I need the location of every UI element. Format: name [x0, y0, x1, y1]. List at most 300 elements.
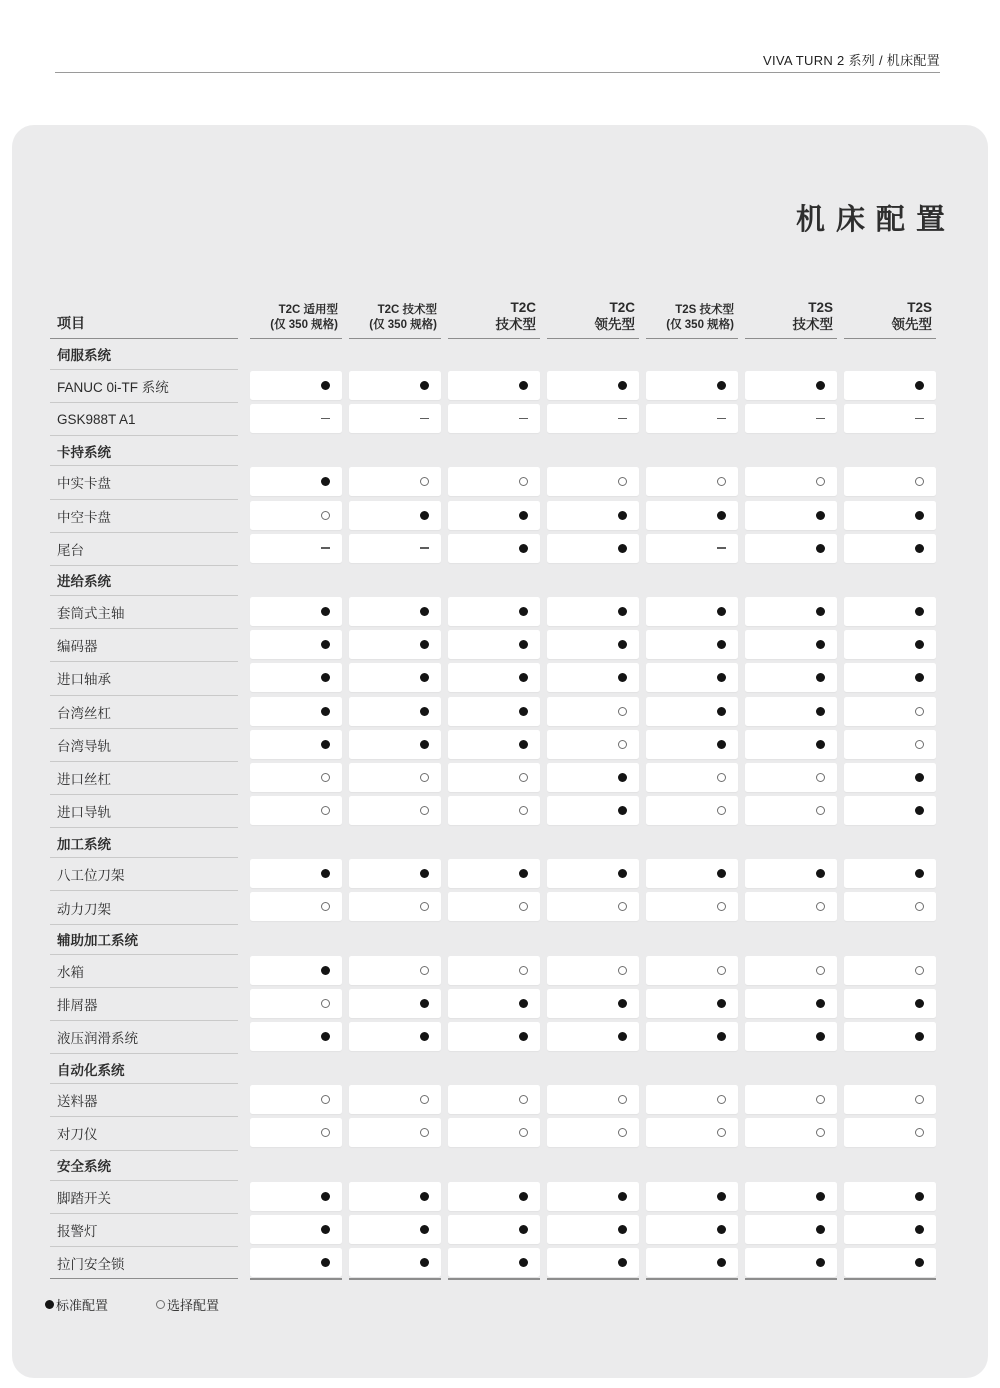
config-cell — [250, 404, 342, 433]
config-cell — [745, 467, 837, 496]
config-cell — [250, 467, 342, 496]
optional-config-marker — [915, 740, 924, 749]
column-header-line2: (仅 350 规格) — [666, 319, 734, 331]
standard-config-marker — [915, 1258, 924, 1267]
config-cell — [349, 467, 441, 496]
column-header-4 — [547, 293, 639, 339]
optional-config-marker — [915, 902, 924, 911]
table-row — [50, 499, 945, 532]
standard-config-marker — [915, 1225, 924, 1234]
optional-config-marker — [717, 806, 726, 815]
table-row — [50, 1246, 945, 1279]
standard-config-marker — [618, 607, 627, 616]
config-cell — [844, 534, 936, 563]
config-cell — [547, 501, 639, 530]
config-cell — [547, 796, 639, 825]
optional-config-marker — [618, 707, 627, 716]
config-cell — [547, 630, 639, 659]
optional-config-marker — [717, 902, 726, 911]
standard-config-marker — [420, 607, 429, 616]
optional-config-marker — [816, 902, 825, 911]
row-label: 编码器 — [50, 628, 238, 661]
config-cell — [250, 663, 342, 692]
standard-config-marker — [717, 640, 726, 649]
standard-config-marker — [915, 999, 924, 1008]
config-cell — [448, 697, 540, 726]
config-cell — [448, 859, 540, 888]
standard-config-marker — [618, 544, 627, 553]
optional-config-marker — [915, 966, 924, 975]
standard-config-marker — [618, 806, 627, 815]
standard-config-marker — [519, 1192, 528, 1201]
config-cell — [349, 697, 441, 726]
section-row — [50, 1053, 945, 1083]
config-cell — [547, 956, 639, 985]
row-label: 台湾导轨 — [50, 728, 238, 761]
optional-config-marker — [618, 966, 627, 975]
config-cell — [349, 371, 441, 400]
config-cell — [349, 663, 441, 692]
column-header-7 — [844, 293, 936, 339]
config-cell — [646, 1022, 738, 1051]
config-cell — [745, 989, 837, 1018]
standard-config-marker — [519, 607, 528, 616]
config-cell — [349, 1215, 441, 1244]
config-cell — [844, 1248, 936, 1277]
config-cell — [448, 763, 540, 792]
config-cell — [349, 1248, 441, 1277]
optional-config-marker — [519, 966, 528, 975]
config-cell — [250, 892, 342, 921]
not-available-marker — [717, 418, 726, 420]
section-header: 进给系统 — [50, 565, 238, 595]
section-row — [50, 565, 945, 595]
section-header: 加工系统 — [50, 827, 238, 857]
config-cell — [448, 989, 540, 1018]
optional-config-marker — [420, 1128, 429, 1137]
row-label: GSK988T A1 — [50, 402, 238, 435]
column-header-line1: T2C 技术型 — [377, 304, 437, 316]
row-label: 排屑器 — [50, 987, 238, 1020]
standard-config-marker — [618, 511, 627, 520]
section-row — [50, 1150, 945, 1180]
optional-config-marker — [816, 773, 825, 782]
config-cell — [448, 501, 540, 530]
optional-config-marker — [816, 477, 825, 486]
config-cell — [844, 371, 936, 400]
standard-config-marker — [915, 869, 924, 878]
table-row — [50, 465, 945, 498]
optional-config-marker — [519, 1095, 528, 1104]
config-cell — [349, 501, 441, 530]
standard-config-marker — [816, 707, 825, 716]
table-body — [50, 339, 945, 1279]
not-available-marker — [321, 418, 330, 420]
standard-config-marker — [816, 1258, 825, 1267]
config-cell — [349, 763, 441, 792]
config-cell — [250, 697, 342, 726]
config-cell — [745, 730, 837, 759]
table-row — [50, 1116, 945, 1149]
legend-item — [156, 1295, 219, 1314]
config-cell — [646, 1182, 738, 1211]
row-label: 报警灯 — [50, 1213, 238, 1246]
config-cell — [745, 1022, 837, 1051]
standard-config-marker — [420, 1032, 429, 1041]
standard-config-marker — [321, 381, 330, 390]
legend-label: 标准配置 — [56, 1298, 109, 1313]
config-cell — [349, 859, 441, 888]
column-header-6 — [745, 293, 837, 339]
optional-config-marker — [321, 902, 330, 911]
standard-config-marker — [519, 740, 528, 749]
config-cell — [844, 956, 936, 985]
standard-config-marker — [717, 1192, 726, 1201]
optional-config-marker — [321, 999, 330, 1008]
column-header-line1: T2S — [808, 300, 833, 315]
config-cell — [448, 663, 540, 692]
config-cell — [844, 892, 936, 921]
config-cell — [646, 404, 738, 433]
optional-config-marker — [915, 1128, 924, 1137]
config-cell — [448, 371, 540, 400]
config-cell — [646, 1118, 738, 1147]
standard-config-marker — [618, 1032, 627, 1041]
standard-config-marker — [420, 707, 429, 716]
config-cell — [745, 663, 837, 692]
standard-config-marker — [816, 673, 825, 682]
config-cell — [547, 730, 639, 759]
config-cell — [745, 630, 837, 659]
standard-config-marker — [321, 1032, 330, 1041]
standard-config-marker — [321, 477, 330, 486]
section-row — [50, 339, 945, 369]
standard-config-marker — [420, 511, 429, 520]
config-cell — [349, 1118, 441, 1147]
standard-config-marker — [321, 607, 330, 616]
optional-config-marker — [816, 966, 825, 975]
breadcrumb: VIVA TURN 2 系列 / 机床配置 — [762, 53, 940, 68]
config-cell — [250, 1182, 342, 1211]
column-header-line2: (仅 350 规格) — [270, 319, 338, 331]
config-cell — [844, 1182, 936, 1211]
config-cell — [547, 1022, 639, 1051]
row-label: 进口丝杠 — [50, 761, 238, 794]
config-cell — [844, 404, 936, 433]
optional-config-marker — [519, 806, 528, 815]
config-cell — [349, 956, 441, 985]
config-cell — [844, 663, 936, 692]
standard-config-marker — [717, 511, 726, 520]
config-cell — [250, 501, 342, 530]
config-cell — [349, 989, 441, 1018]
optional-config-marker — [519, 477, 528, 486]
section-header: 伺服系统 — [57, 348, 111, 363]
standard-config-marker — [717, 1032, 726, 1041]
standard-config-marker — [519, 511, 528, 520]
standard-config-marker — [717, 1258, 726, 1267]
standard-config-marker — [816, 607, 825, 616]
config-cell — [547, 697, 639, 726]
config-cell — [349, 730, 441, 759]
standard-config-marker — [420, 740, 429, 749]
config-cell — [547, 892, 639, 921]
config-cell — [745, 597, 837, 626]
config-cell — [646, 730, 738, 759]
standard-config-marker — [618, 1258, 627, 1267]
section-row — [50, 924, 945, 954]
config-cell — [745, 1085, 837, 1114]
standard-config-marker — [519, 1258, 528, 1267]
standard-config-marker — [321, 966, 330, 975]
table-row — [50, 761, 945, 794]
optional-config-marker — [420, 902, 429, 911]
optional-config-marker — [816, 1095, 825, 1104]
config-cell — [547, 989, 639, 1018]
config-cell — [646, 1085, 738, 1114]
standard-config-marker — [420, 673, 429, 682]
not-available-marker — [519, 418, 528, 420]
config-cell — [349, 630, 441, 659]
standard-config-marker — [816, 999, 825, 1008]
config-cell — [250, 730, 342, 759]
config-cell — [349, 1022, 441, 1051]
standard-config-marker — [816, 381, 825, 390]
config-cell — [448, 1022, 540, 1051]
row-label: 八工位刀架 — [50, 857, 238, 890]
standard-config-marker — [321, 640, 330, 649]
config-cell — [349, 534, 441, 563]
standard-config-marker — [915, 640, 924, 649]
table-row — [50, 532, 945, 565]
config-cell — [547, 597, 639, 626]
config-cell — [448, 630, 540, 659]
config-cell — [547, 859, 639, 888]
not-available-marker — [420, 418, 429, 420]
standard-config-marker — [717, 607, 726, 616]
optional-config-marker — [618, 1128, 627, 1137]
optional-config-marker — [915, 1095, 924, 1104]
config-cell — [646, 501, 738, 530]
standard-config-marker — [717, 999, 726, 1008]
config-card — [12, 125, 988, 1378]
optional-config-marker — [618, 477, 627, 486]
standard-config-marker — [519, 707, 528, 716]
optional-config-marker — [321, 1095, 330, 1104]
column-header-line1: T2S 技术型 — [675, 304, 734, 316]
row-label: 水箱 — [50, 954, 238, 987]
config-cell — [844, 989, 936, 1018]
row-label: 送料器 — [50, 1083, 238, 1116]
config-cell — [250, 1215, 342, 1244]
standard-config-marker — [816, 740, 825, 749]
standard-config-marker — [915, 511, 924, 520]
optional-config-marker — [717, 477, 726, 486]
legend-item — [45, 1295, 108, 1314]
not-available-marker — [717, 547, 726, 549]
table-row — [50, 695, 945, 728]
config-cell — [646, 1215, 738, 1244]
config-cell — [646, 1248, 738, 1277]
table-row — [50, 628, 945, 661]
config-cell — [349, 1182, 441, 1211]
row-label: 脚踏开关 — [50, 1180, 238, 1213]
config-cell — [844, 730, 936, 759]
not-available-marker — [915, 418, 924, 420]
optional-config-marker — [420, 806, 429, 815]
config-cell — [844, 467, 936, 496]
column-header-1 — [250, 293, 342, 339]
config-cell — [646, 956, 738, 985]
config-cell — [250, 371, 342, 400]
optional-config-marker — [816, 806, 825, 815]
config-cell — [646, 534, 738, 563]
optional-config-marker — [816, 1128, 825, 1137]
config-table — [50, 293, 945, 1279]
config-cell — [646, 859, 738, 888]
not-available-marker — [618, 418, 627, 420]
optional-config-marker — [717, 1095, 726, 1104]
config-cell — [646, 597, 738, 626]
optional-config-marker — [618, 902, 627, 911]
column-header-line1: T2C — [510, 300, 536, 315]
column-header-line1: T2S — [907, 300, 932, 315]
optional-config-marker — [420, 477, 429, 486]
standard-config-marker — [420, 1192, 429, 1201]
config-cell — [844, 763, 936, 792]
row-label: 套筒式主轴 — [50, 595, 238, 628]
standard-config-marker — [618, 773, 627, 782]
table-row — [50, 1180, 945, 1213]
standard-config-marker — [519, 999, 528, 1008]
config-cell — [745, 534, 837, 563]
config-cell — [844, 1085, 936, 1114]
standard-config-marker — [321, 1225, 330, 1234]
row-label: 动力刀架 — [50, 890, 238, 923]
config-cell — [250, 1248, 342, 1277]
standard-config-marker — [618, 869, 627, 878]
config-cell — [745, 763, 837, 792]
legend-optional-config-marker — [156, 1300, 165, 1309]
optional-config-marker — [420, 966, 429, 975]
legend-label: 选择配置 — [167, 1298, 220, 1313]
standard-config-marker — [915, 773, 924, 782]
standard-config-marker — [816, 544, 825, 553]
standard-config-marker — [618, 1225, 627, 1234]
standard-config-marker — [816, 869, 825, 878]
config-cell — [646, 467, 738, 496]
config-cell — [745, 1118, 837, 1147]
row-label: 进口导轨 — [50, 794, 238, 827]
standard-config-marker — [717, 869, 726, 878]
optional-config-marker — [519, 902, 528, 911]
section-header: 安全系统 — [50, 1150, 238, 1180]
config-cell — [448, 1215, 540, 1244]
config-cell — [250, 1022, 342, 1051]
config-cell — [250, 1118, 342, 1147]
config-cell — [547, 1248, 639, 1277]
standard-config-marker — [717, 707, 726, 716]
standard-config-marker — [420, 1225, 429, 1234]
config-cell — [745, 501, 837, 530]
standard-config-marker — [519, 673, 528, 682]
optional-config-marker — [618, 1095, 627, 1104]
config-cell — [844, 630, 936, 659]
optional-config-marker — [321, 806, 330, 815]
standard-config-marker — [915, 806, 924, 815]
standard-config-marker — [519, 381, 528, 390]
standard-config-marker — [618, 999, 627, 1008]
standard-config-marker — [915, 544, 924, 553]
header-divider — [55, 72, 940, 73]
table-row — [50, 1213, 945, 1246]
column-header-line1: T2C — [609, 300, 635, 315]
optional-config-marker — [618, 740, 627, 749]
optional-config-marker — [915, 707, 924, 716]
standard-config-marker — [321, 673, 330, 682]
config-cell — [745, 371, 837, 400]
config-cell — [547, 763, 639, 792]
standard-config-marker — [420, 999, 429, 1008]
optional-config-marker — [420, 773, 429, 782]
config-cell — [250, 1085, 342, 1114]
config-cell — [547, 534, 639, 563]
config-cell — [349, 796, 441, 825]
section-row — [50, 435, 945, 465]
optional-config-marker — [717, 1128, 726, 1137]
column-header-line2: 领先型 — [891, 317, 932, 332]
config-cell — [349, 892, 441, 921]
standard-config-marker — [915, 673, 924, 682]
standard-config-marker — [618, 1192, 627, 1201]
row-label: 尾台 — [50, 532, 238, 565]
config-cell — [745, 697, 837, 726]
config-cell — [349, 404, 441, 433]
config-cell — [844, 1215, 936, 1244]
config-cell — [547, 1118, 639, 1147]
legend — [45, 1295, 219, 1314]
standard-config-marker — [717, 1225, 726, 1234]
config-cell — [547, 404, 639, 433]
page-title: 机床配置 — [795, 204, 956, 236]
column-header-line2: 技术型 — [495, 317, 536, 332]
standard-config-marker — [618, 640, 627, 649]
config-cell — [250, 956, 342, 985]
not-available-marker — [420, 547, 429, 549]
config-cell — [448, 1248, 540, 1277]
section-header: 辅助加工系统 — [50, 924, 238, 954]
config-cell — [448, 730, 540, 759]
table-row — [50, 890, 945, 923]
config-cell — [250, 989, 342, 1018]
config-cell — [448, 467, 540, 496]
not-available-marker — [816, 418, 825, 420]
standard-config-marker — [915, 1032, 924, 1041]
row-label: 拉门安全锁 — [50, 1246, 238, 1279]
standard-config-marker — [420, 381, 429, 390]
standard-config-marker — [816, 1192, 825, 1201]
standard-config-marker — [717, 740, 726, 749]
optional-config-marker — [321, 773, 330, 782]
optional-config-marker — [321, 511, 330, 520]
standard-config-marker — [618, 381, 627, 390]
config-cell — [844, 859, 936, 888]
table-row — [50, 1020, 945, 1053]
config-cell — [745, 404, 837, 433]
standard-config-marker — [519, 1225, 528, 1234]
standard-config-marker — [519, 544, 528, 553]
config-cell — [448, 796, 540, 825]
